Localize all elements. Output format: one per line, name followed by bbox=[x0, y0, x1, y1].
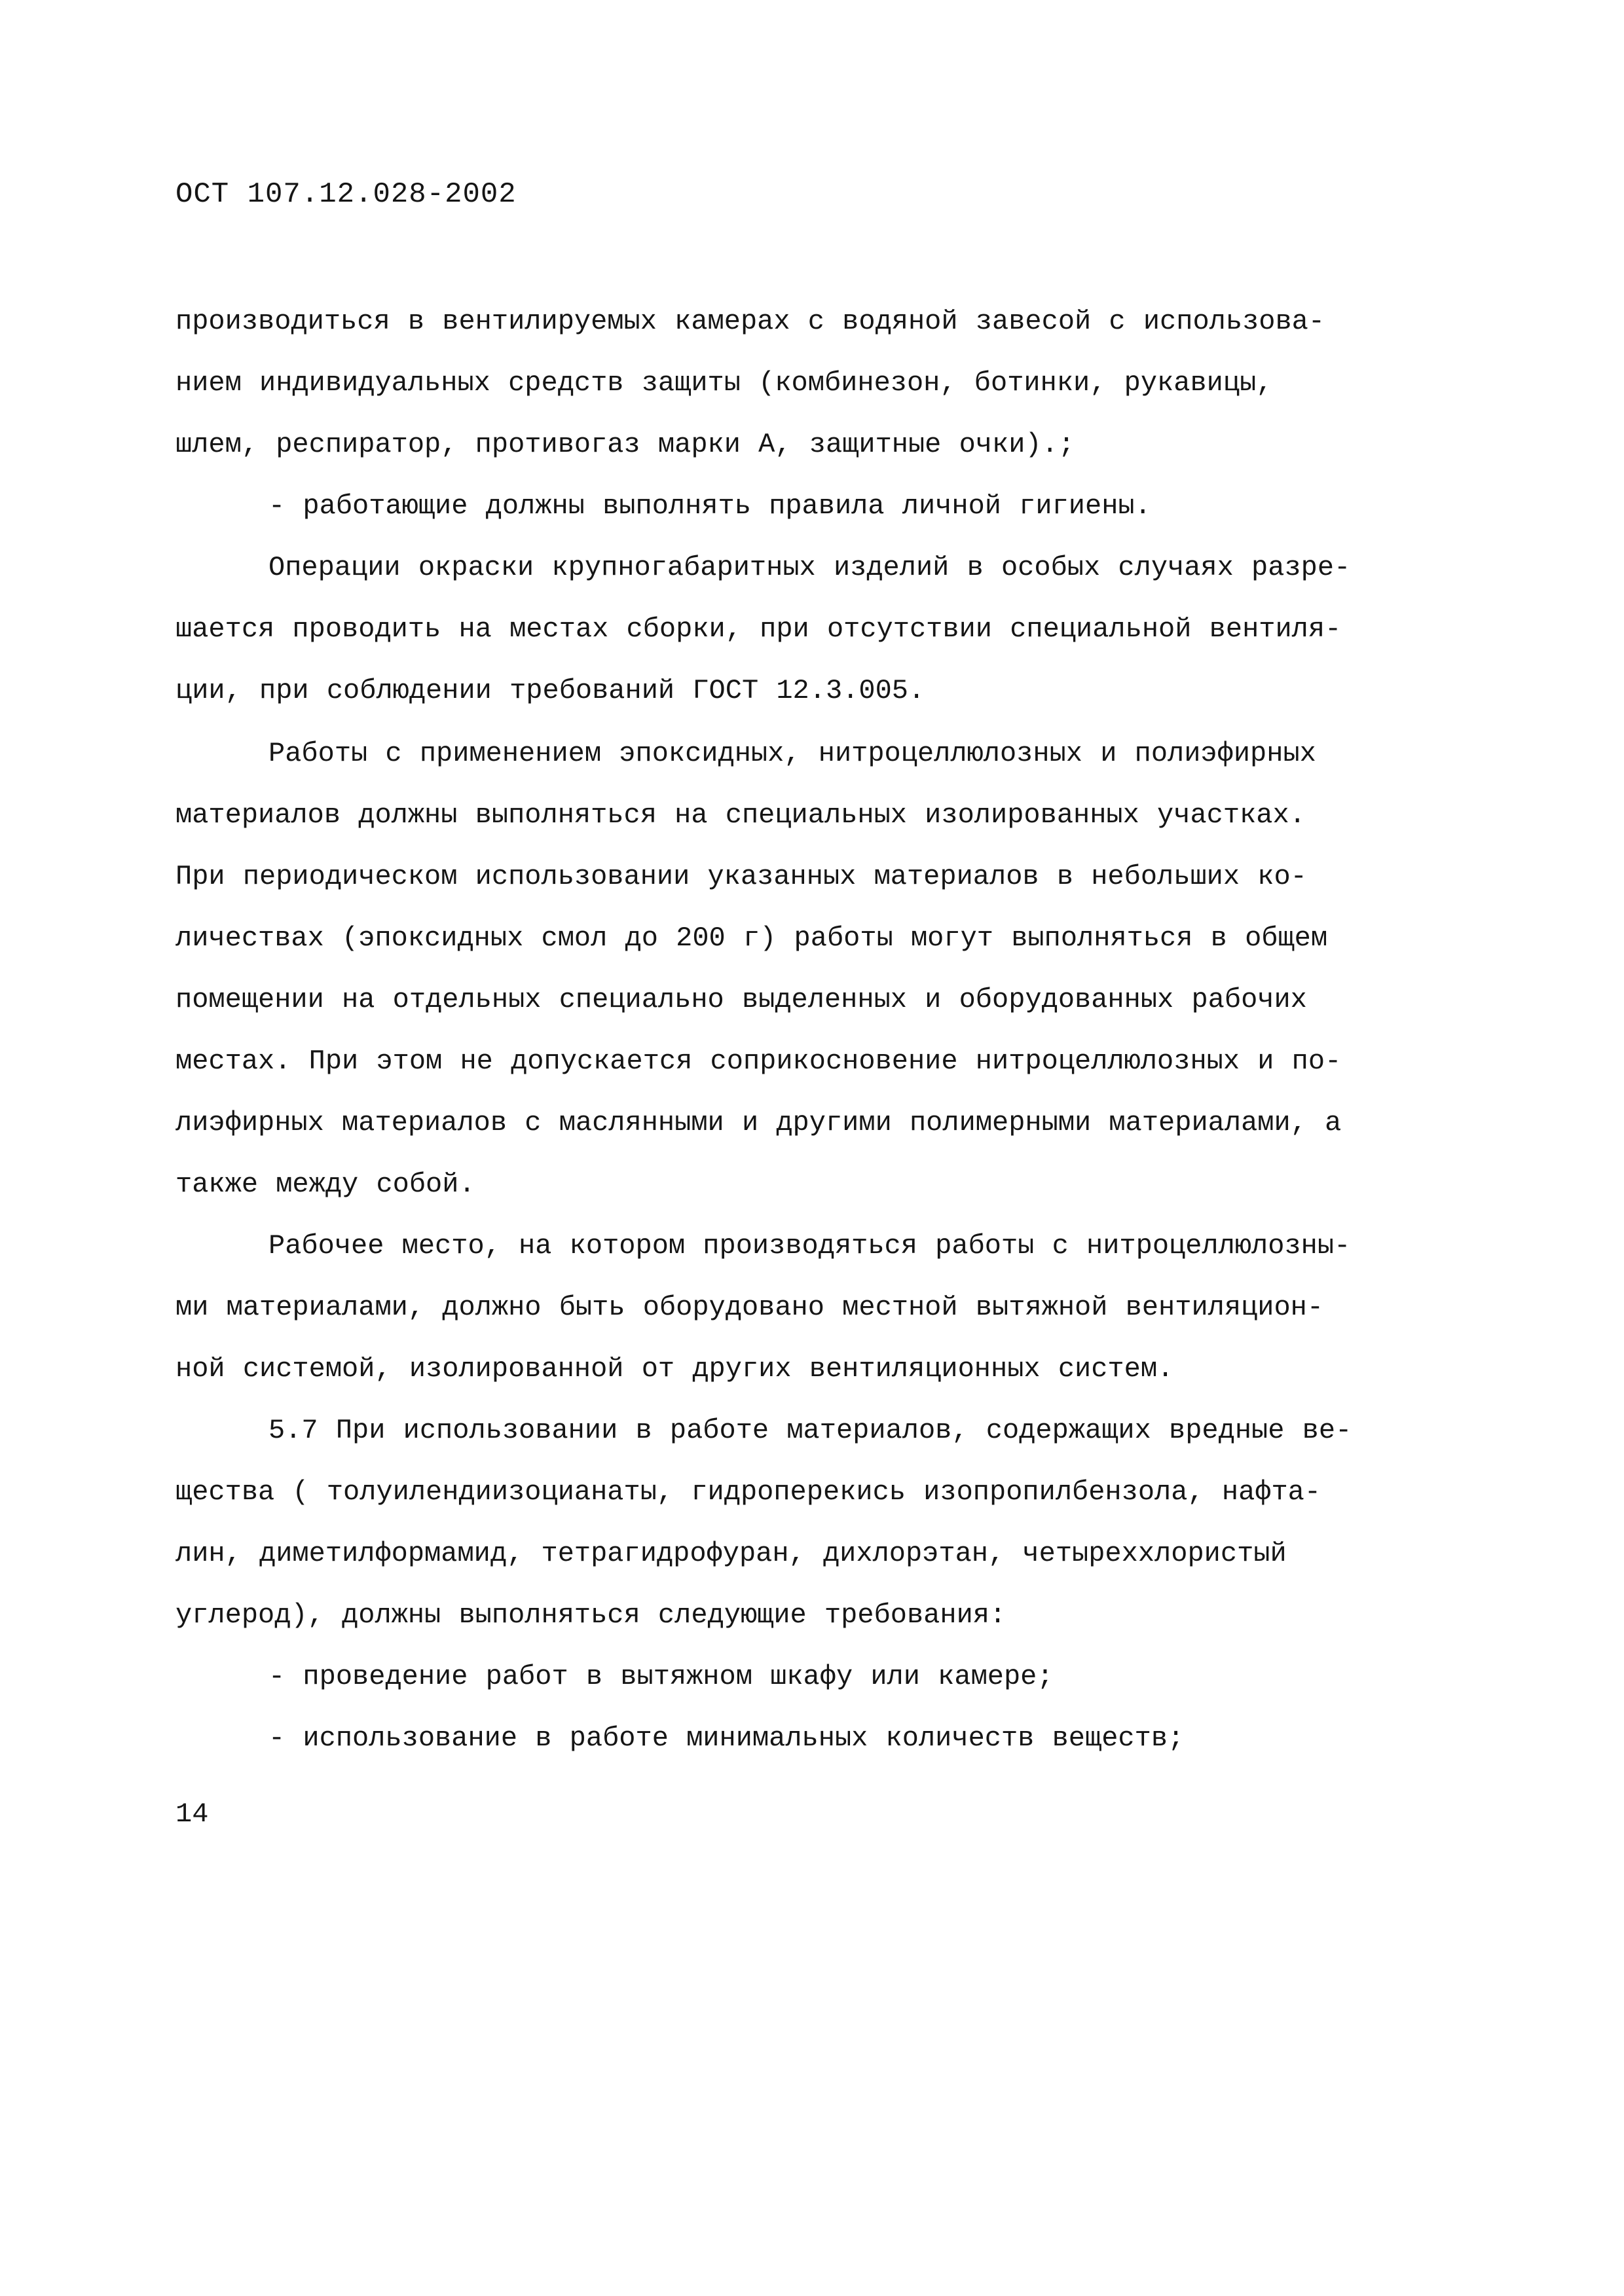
body-line-24: - использование в работе минимальных количеств веществ; bbox=[268, 1722, 1185, 1754]
body-line-20: щества ( толуилендиизоцианаты, гидроперекись изопропилбензола, нафта- bbox=[175, 1476, 1321, 1508]
body-line-19: 5.7 При использовании в работе материалов, содержащих вредные ве- bbox=[268, 1415, 1352, 1446]
body-line-8: Работы с применением эпоксидных, нитроцеллюлозных и полиэфирных bbox=[268, 738, 1316, 769]
body-line-15: также между собой. bbox=[175, 1169, 475, 1200]
body-line-6: шается проводить на местах сборки, при отсутствии специальной вентиля- bbox=[175, 613, 1342, 645]
body-line-21: лин, диметилформамид, тетрагидрофуран, дихлорэтан, четыреххлористый bbox=[175, 1538, 1287, 1569]
body-line-9: материалов должны выполняться на специальных изолированных участках. bbox=[175, 799, 1306, 831]
body-line-22: углерод), должны выполняться следующие требования: bbox=[175, 1599, 1006, 1631]
page-number: 14 bbox=[175, 1798, 209, 1830]
body-line-4: - работающие должны выполнять правила личной гигиены. bbox=[268, 490, 1151, 522]
body-line-10: При периодическом использовании указанных материалов в небольших ко- bbox=[175, 861, 1307, 892]
document-code: ОСТ 107.12.028-2002 bbox=[175, 178, 517, 211]
body-line-12: помещении на отдельных специально выделенных и оборудованных рабочих bbox=[175, 984, 1307, 1015]
body-line-2: нием индивидуальных средств защиты (комбинезон, ботинки, рукавицы, bbox=[175, 367, 1273, 399]
body-line-1: производиться в вентилируемых камерах с водяной завесой с использова- bbox=[175, 306, 1325, 337]
body-line-3: шлем, респиратор, противогаз марки А, защитные очки).; bbox=[175, 429, 1075, 460]
body-line-5: Операции окраски крупногабаритных изделий в особых случаях разре- bbox=[268, 552, 1351, 583]
body-line-13: местах. При этом не допускается соприкосновение нитроцеллюлозных и по- bbox=[175, 1046, 1342, 1077]
body-line-16: Рабочее место, на котором производяться работы с нитроцеллюлозны- bbox=[268, 1230, 1351, 1262]
body-line-18: ной системой, изолированной от других вентиляционных систем. bbox=[175, 1353, 1174, 1385]
body-line-14: лиэфирных материалов с маслянными и другими полимерными материалами, а bbox=[175, 1107, 1342, 1139]
body-line-17: ми материалами, должно быть оборудовано местной вытяжной вентиляцион- bbox=[175, 1292, 1324, 1323]
body-line-11: личествах (эпоксидных смол до 200 г) работы могут выполняться в общем bbox=[175, 922, 1328, 954]
body-line-7: ции, при соблюдении требований ГОСТ 12.3.005. bbox=[175, 675, 925, 706]
body-line-23: - проведение работ в вытяжном шкафу или камере; bbox=[268, 1661, 1054, 1692]
